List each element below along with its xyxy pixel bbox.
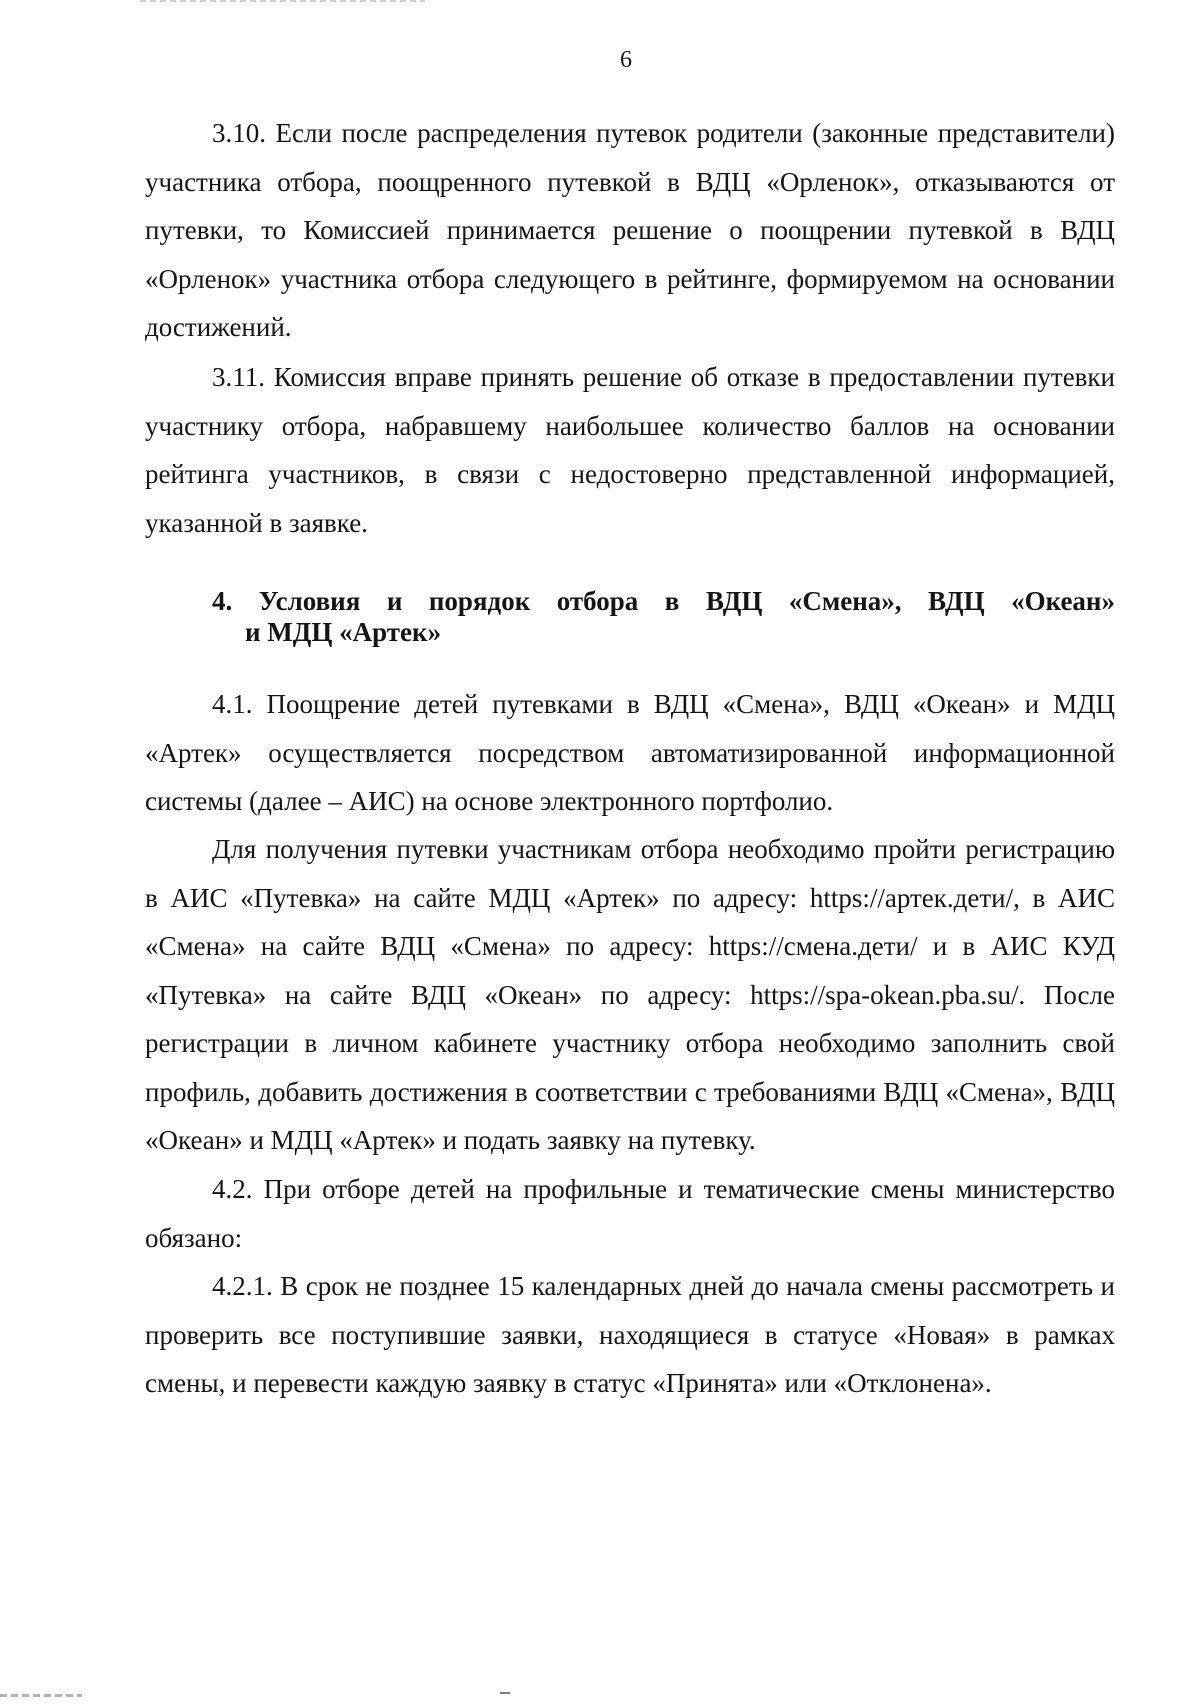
section-4-heading — [212, 586, 1115, 648]
section-4-heading-line-2: и МДЦ «Артек» — [245, 617, 442, 647]
paragraph-3-10-text: 3.10. Если после распределения путевок родители (законные представители) участника отбора, поощренного путевкой в ВДЦ «Орленок», отказываются от путевки, то Комиссией принимается решение о поощрении путевкой в ВДЦ «Орленок» участника отбора следующего в рейтинге, формируемом на основании достижений. — [145, 118, 1115, 342]
page-number: 6 — [620, 47, 632, 73]
paragraph-3-11-text: 3.11. Комиссия вправе принять решение об отказе в предоставлении путевки участнику отбора, набравшему наибольшее количество баллов на основании рейтинга участников, в связи с недостоверно представленной информацией, указанной в заявке. — [145, 362, 1115, 538]
paragraph-4-2-text: 4.2. При отборе детей на профильные и тематические смены министерство обязано: — [145, 1174, 1115, 1253]
paragraph-4-1-text: 4.1. Поощрение детей путевками в ВДЦ «Смена», ВДЦ «Океан» и МДЦ «Артек» осуществляется посредством автоматизированной информационной системы (далее – АИС) на основе электронного портфолио. — [145, 689, 1115, 816]
section-4-heading-line-1: 4. Условия и порядок отбора в ВДЦ «Смена», ВДЦ «Океан» — [212, 586, 1115, 616]
scan-artifact-bottom-mid — [500, 1692, 510, 1694]
paragraph-4-2 — [145, 1165, 1115, 1262]
paragraph-4-2-1 — [145, 1262, 1115, 1408]
paragraph-4-1 — [145, 680, 1115, 826]
paragraph-4-2-1-text: 4.2.1. В срок не позднее 15 календарных дней до начала смены рассмотреть и проверить все поступившие заявки, находящиеся в статусе «Новая» в рамках смены, и перевести каждую заявку в статус «Принята» или «Отклонена». — [145, 1271, 1115, 1398]
paragraph-registration — [145, 825, 1115, 1165]
scan-artifact-bottom-left — [0, 1694, 82, 1697]
paragraph-3-11 — [145, 353, 1115, 547]
paragraph-registration-text: Для получения путевки участникам отбора необходимо пройти регистрацию в АИС «Путевка» на сайте МДЦ «Артек» по адресу: https://артек.дети/, в АИС «Смена» на сайте ВДЦ «Смена» по адресу: https://смена.дети/ и в АИС КУД «Путевка» на сайте ВДЦ «Океан» по адресу: https://spa-okean.pba.su/. После регистрации в личном кабинете участнику отбора необходимо заполнить свой профиль, добавить достижения в соответствии с требованиями ВДЦ «Смена», ВДЦ «Океан» и МДЦ «Артек» и подать заявку на путевку. — [145, 834, 1115, 1155]
scan-artifact-top — [140, 0, 425, 2]
paragraph-3-10 — [145, 109, 1115, 352]
